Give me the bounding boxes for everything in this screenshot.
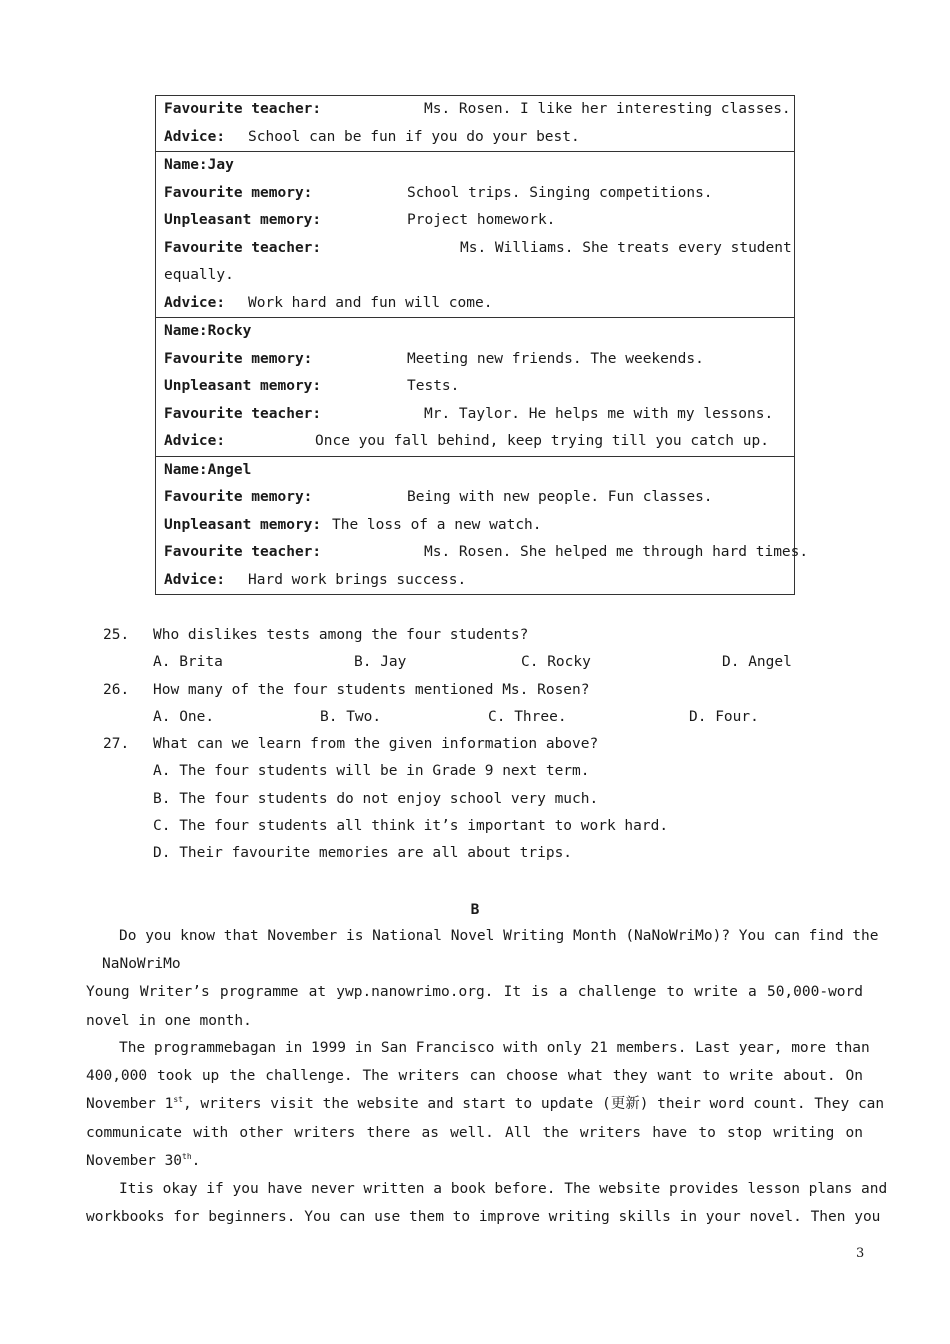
student-name: Name:Angel [164,461,252,478]
passage-line [86,1090,885,1118]
unpleasant-label: Unpleasant memory: [164,516,322,533]
unpleasant-value: The loss of a new watch. [332,516,542,533]
profile-brita [156,96,794,151]
advice-label: Advice: [164,571,226,588]
teacher-label: Favourite teacher: [164,544,322,560]
teacher-label: Favourite teacher: [164,101,322,117]
teacher-value: Ms. Rosen. She helped me through hard times. [424,544,809,560]
memory-value: Being with new people. Fun classes. [407,489,713,505]
advice-value: Hard work brings success. [248,571,467,588]
passage-line: Young Writer’s programme at ywp.nanowrimo.org. It is a challenge to write a 50,000-word [86,984,863,1001]
table-row [164,96,791,124]
passage-line: Do you know that November is National Novel Writing Month (NaNoWriMo)? You can find the [119,928,879,944]
passage-line: workbooks for beginners. You can use them to improve writing skills in your novel. Then you [86,1209,881,1226]
option-c[interactable]: C. The four students all think it’s important to work hard. [153,818,669,835]
passage-text: , writers visit the website and start to update (更新) their word count. They can [182,1096,885,1113]
unpleasant-value: Project homework. [407,212,556,228]
option-a[interactable]: A. Brita [153,654,223,671]
passage-line: Itis okay if you have never written a book before. The website provides lesson plans and [119,1181,888,1197]
option-b[interactable]: B. Jay [354,654,407,671]
teacher-value: Mr. Taylor. He helps me with my lessons. [424,405,774,422]
passage-line: communicate with other writers there as well. All the writers have to stop writing on [86,1124,863,1141]
unpleasant-value: Tests. [407,378,460,394]
table-row [164,124,786,152]
question-number: 27. [103,736,130,753]
table-row [164,401,786,429]
profile-angel [156,456,809,595]
table-row [164,457,786,485]
advice-label: Advice: [164,433,226,449]
table-row [164,318,786,346]
ordinal-suffix: st [173,1095,183,1105]
passage-line: NaNoWriMo [102,956,181,973]
memory-value: School trips. Singing competitions. [407,184,713,201]
table-row [164,180,786,208]
student-profiles-table [155,95,809,595]
table-row [164,539,809,567]
passage-paragraph-3 [86,1175,888,1231]
unpleasant-label: Unpleasant memory: [164,212,322,228]
table-row [164,207,786,235]
question-text: Who dislikes tests among the four students? [153,627,529,643]
passage-text: . [191,1152,201,1169]
option-a[interactable]: A. One. [153,708,215,725]
memory-label: Favourite memory: [164,184,313,201]
question-text: How many of the four students mentioned Ms. Rosen? [153,681,590,698]
table-row [164,484,786,512]
passage-paragraph-1 [86,922,879,1035]
question-text: What can we learn from the given information above? [153,736,599,753]
table-row [164,346,786,374]
date-text: November 30 [86,1152,183,1169]
profile-jay [156,151,794,317]
question-27 [103,731,803,867]
teacher-label: Favourite teacher: [164,405,322,422]
passage-line: novel in one month. [86,1012,252,1029]
passage-line: The programmebagan in 1999 in San Francisco with only 21 members. Last year, more than [119,1040,870,1056]
table-row [164,567,786,595]
question-number: 26. [103,681,130,698]
advice-label: Advice: [164,294,226,311]
table-row [164,152,786,180]
option-c[interactable]: C. Three. [488,708,567,725]
option-b[interactable]: B. Two. [320,708,382,725]
option-d[interactable]: D. Their favourite memories are all about trips. [153,845,573,862]
section-heading: B [470,902,480,918]
table-row [164,290,786,318]
teacher-value: Ms. Williams. She treats every student [460,239,792,256]
option-d[interactable]: D. Four. [689,708,759,725]
option-b[interactable]: B. The four students do not enjoy school very much. [153,790,599,807]
student-name: Name:Jay [164,157,234,173]
teacher-label: Favourite teacher: [164,239,322,256]
passage-line: 400,000 took up the challenge. The writers can choose what they want to write about. On [86,1068,863,1085]
unpleasant-label: Unpleasant memory: [164,378,322,394]
advice-label: Advice: [164,128,226,145]
memory-value: Meeting new friends. The weekends. [407,350,704,367]
table-row [164,262,786,290]
question-list [103,622,803,868]
profile-rocky [156,317,794,456]
table-row [164,512,786,540]
option-d[interactable]: D. Angel [722,654,792,671]
question-25 [103,622,803,677]
table-row [164,428,786,456]
passage-paragraph-2 [86,1034,885,1175]
question-number: 25. [103,627,130,643]
advice-value: School can be fun if you do your best. [248,128,580,145]
date-text: November 1 [86,1096,174,1113]
table-row [164,235,792,263]
option-a[interactable]: A. The four students will be in Grade 9 next term. [153,763,590,780]
teacher-value-cont: equally. [164,267,234,283]
ordinal-suffix: th [182,1151,192,1161]
option-c[interactable]: C. Rocky [521,654,591,671]
page-number: 3 [856,1246,865,1261]
table-row [164,373,786,401]
teacher-value: Ms. Rosen. I like her interesting classes. [424,101,791,117]
passage-line [86,1147,863,1175]
memory-label: Favourite memory: [164,489,313,505]
question-26 [103,677,803,732]
advice-value: Once you fall behind, keep trying till you catch up. [315,433,769,449]
advice-value: Work hard and fun will come. [248,294,493,311]
student-name: Name:Rocky [164,323,252,339]
memory-label: Favourite memory: [164,350,313,367]
